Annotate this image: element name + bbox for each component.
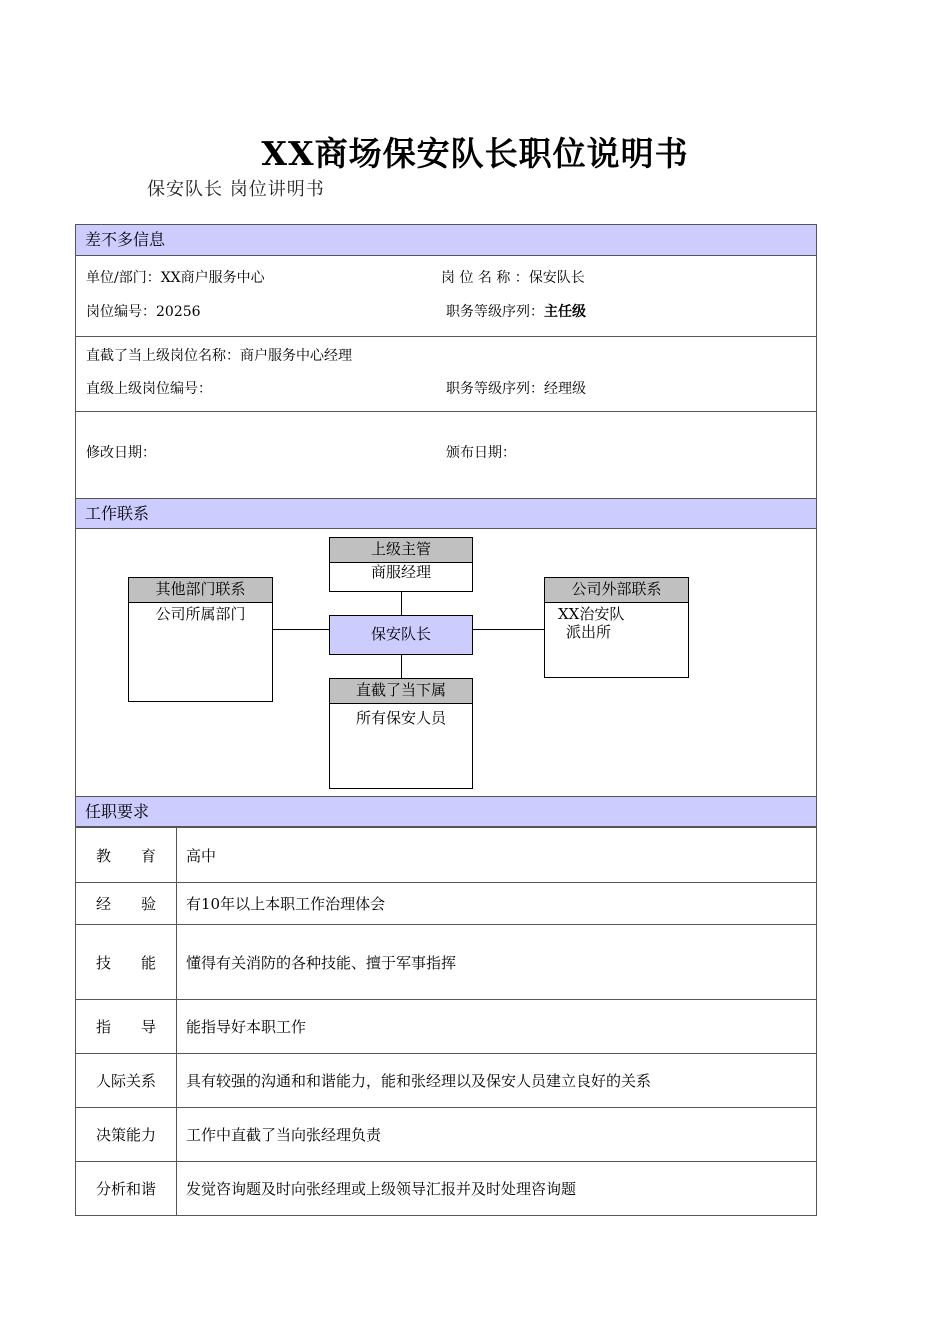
connector-line — [401, 591, 402, 615]
superior-code-field — [86, 378, 212, 398]
requirement-value: 懂得有关消防的各种技能、擅于军事指挥 — [186, 953, 457, 972]
divider — [76, 336, 816, 337]
subordinate-box-title: 直截了当下属 — [330, 679, 472, 704]
superior-grade-value: 经理级 — [544, 381, 586, 397]
requirements-header: 任职要求 — [76, 796, 816, 827]
external-line-2: 派出所 — [566, 623, 612, 641]
requirement-row — [76, 924, 816, 999]
divider — [76, 411, 816, 412]
subordinate-box — [329, 678, 473, 789]
external-line-1: XX治安队 — [558, 605, 625, 623]
connector-line — [401, 654, 402, 678]
other-dept-box — [128, 577, 273, 702]
superior-grade-label: 职务等级序列： — [446, 381, 544, 397]
superior-box-body: 商服经理 — [370, 563, 431, 581]
center-position-box: 保安队长 — [329, 615, 473, 655]
superior-box-title: 上级主管 — [330, 538, 472, 563]
grade-label: 职务等级序列： — [446, 304, 544, 320]
requirement-value: 发觉咨询题及时向张经理或上级领导汇报并及时处理咨询题 — [186, 1180, 577, 1198]
post-name-label: 岗 位 名 称 ： — [441, 270, 529, 286]
publish-date-field — [446, 442, 516, 462]
post-name-value: 保安队长 — [528, 270, 585, 286]
modify-date-label: 修改日期： — [86, 445, 156, 461]
superior-name-field — [86, 345, 352, 365]
external-box-body — [545, 603, 688, 641]
grade-value: 主任级 — [544, 304, 586, 320]
document-title: XX商场保安队长职位说明书 — [261, 134, 689, 173]
superior-name-label: 直截了当上级岗位名称： — [86, 348, 240, 364]
post-code-value: 20256 — [156, 304, 201, 320]
superior-name-value: 商户服务中心经理 — [240, 348, 352, 364]
unit-label: 单位/部门： — [86, 270, 161, 286]
superior-code-label: 直级上级岗位编号： — [86, 381, 212, 397]
requirement-row — [76, 1053, 816, 1107]
post-code-field — [86, 301, 201, 321]
publish-date-label: 颁布日期： — [446, 445, 516, 461]
unit-value: XX商户服务中心 — [160, 270, 265, 286]
requirement-value: 具有较强的沟通和和谐能力，能和张经理以及保安人员建立良好的关系 — [186, 1072, 652, 1090]
requirement-row — [76, 1107, 816, 1161]
document-subtitle: 保安队长 岗位讲明书 — [147, 179, 325, 200]
modify-date-field — [86, 442, 156, 462]
requirement-value: 工作中直截了当向张经理负责 — [186, 1126, 382, 1144]
external-box — [544, 577, 689, 678]
superior-grade-field — [446, 378, 586, 398]
requirement-row — [76, 882, 816, 924]
external-box-title: 公司外部联系 — [545, 578, 688, 603]
post-name-field — [441, 267, 585, 287]
requirement-value: 有10年以上本职工作治理体会 — [186, 895, 386, 913]
requirement-label: 教 育 — [76, 828, 177, 882]
requirement-value: 高中 — [186, 846, 217, 865]
requirement-label: 技 能 — [76, 925, 177, 999]
grade-field — [446, 301, 586, 321]
other-dept-box-body: 公司所属部门 — [155, 605, 246, 623]
other-dept-box-title: 其他部门联系 — [129, 578, 272, 603]
basic-info-header: 差不多信息 — [76, 225, 816, 256]
requirement-label: 分析和谐 — [76, 1162, 177, 1215]
requirement-label: 指 导 — [76, 1000, 177, 1053]
requirement-value: 能指导好本职工作 — [186, 1018, 307, 1036]
requirement-label: 人际关系 — [76, 1054, 177, 1107]
requirement-row — [76, 1161, 816, 1215]
work-relations-header: 工作联系 — [76, 498, 816, 529]
connector-line — [472, 629, 544, 630]
requirement-row — [76, 999, 816, 1053]
requirement-label: 经 验 — [76, 883, 177, 924]
superior-box — [329, 537, 473, 592]
subordinate-box-body: 所有保安人员 — [355, 709, 446, 727]
connector-line — [272, 629, 330, 630]
post-code-label: 岗位编号： — [86, 304, 156, 320]
requirement-label: 决策能力 — [76, 1108, 177, 1161]
unit-field — [86, 267, 265, 287]
requirement-row — [76, 827, 816, 882]
job-description-sheet — [75, 224, 817, 1216]
